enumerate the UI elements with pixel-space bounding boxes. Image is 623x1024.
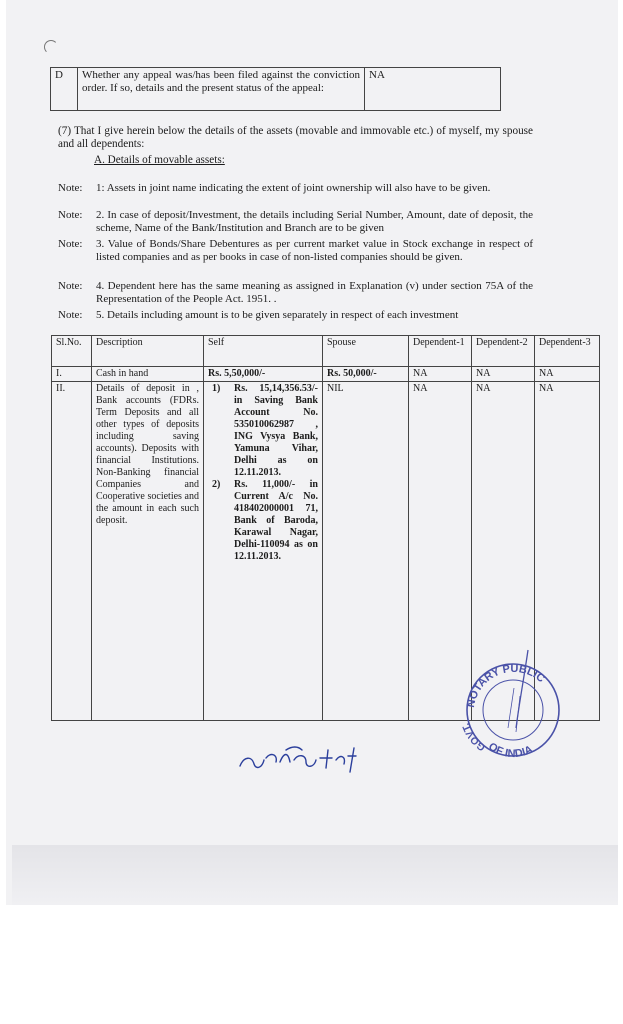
note-4 [58,280,533,306]
page-bottom-edge [12,845,618,905]
note-text: 5. Details including amount is to be given separately in respect of each investment [96,309,459,321]
cell-dependent-1: NA [409,382,472,721]
row-label: D [51,68,78,111]
note-text: 4. Dependent here has the same meaning as assigned in Explanation (v) under section 75A of the Representation of the People Act. 1951. . [96,280,533,305]
header-slno: Sl.No. [52,336,92,367]
note-label: Note: [58,182,83,194]
header-self: Self [204,336,323,367]
svg-text:OF INDIA [486,741,535,761]
cell-dependent-1: NA [409,367,472,382]
cell-spouse: Rs. 50,000/- [323,367,409,382]
deposit-list [212,383,318,563]
signature [236,738,366,778]
list-item [212,383,318,479]
appeal-table [50,67,501,111]
header-dependent-3: Dependent-3 [535,336,600,367]
note-label: Note: [58,309,83,321]
cell-self [204,382,323,721]
note-text: 1: Assets in joint name indicating the extent of joint ownership will also have to be given. [96,182,491,194]
cell-dependent-2: NA [472,382,535,721]
cell-dependent-3: NA [535,367,600,382]
note-5 [58,309,533,322]
list-item [212,479,318,563]
stamp-text-bottom: OF INDIA [486,740,535,761]
header-description: Description [92,336,204,367]
note-3 [58,238,533,264]
appeal-answer: NA [365,68,501,111]
cell-slno: I. [52,367,92,382]
cell-self: Rs. 5,50,000/- [204,367,323,382]
note-2 [58,209,533,235]
cell-dependent-3: NA [535,382,600,721]
cell-spouse: NIL [323,382,409,721]
item-number: 2) [212,479,221,490]
table-header-row [52,336,600,367]
table-row [51,68,501,111]
stamp-text-top: NOTARY PUBLIC [464,662,547,709]
note-text: 2. In case of deposit/Investment, the details including Serial Number, Amount, date of deposit, the scheme, Name of the Bank/Institution and Branch are to be given [96,209,533,234]
note-text: 3. Value of Bonds/Share Debentures as per current market value in Stock exchange in respect of listed companies and as per books in case of non-listed companies should be given. [96,238,533,263]
appeal-question: Whether any appeal was/has been filed against the conviction order. If so, details and the present status of the appeal: [78,68,365,111]
header-dependent-2: Dependent-2 [472,336,535,367]
svg-text:GOVT. [461,722,488,753]
cell-description: Cash in hand [92,367,204,382]
note-1 [58,182,533,195]
cell-dependent-2: NA [472,367,535,382]
punch-hole-icon [44,40,58,54]
cell-description: Details of deposit in , Bank accounts (FDRs. Term Deposits and all other types of deposits including saving accounts). Deposits with financial Institutions. Non-Banking financial Companies and Cooperative societies and the amount in each such deposit. [92,382,204,721]
item-text: Rs. 15,14,356.53/- in Saving Bank Account No. 535010062987 , ING Vysya Bank, Yamuna Vihar, Delhi as on 12.11.2013. [234,383,318,478]
item-number: 1) [212,383,221,394]
assets-intro: (7) That I give herein below the details of the assets (movable and immovable etc.) of myself, my spouse and all dependents: [58,125,533,150]
table-row [52,367,600,382]
header-spouse: Spouse [323,336,409,367]
header-dependent-1: Dependent-1 [409,336,472,367]
notary-stamp [458,648,568,768]
note-label: Note: [58,280,83,292]
svg-text:NOTARY PUBLIC [465,663,547,709]
item-text: Rs. 11,000/- in Current A/c No. 418402000001 71, Bank of Baroda, Karawal Nagar, Delhi-110094 as on 12.11.2013. [234,479,318,562]
stamp-text-left: GOVT. [460,721,488,753]
note-label: Note: [58,238,83,250]
cell-slno: II. [52,382,92,721]
note-label: Note: [58,209,83,221]
section-heading-movable: A. Details of movable assets: [94,154,225,166]
